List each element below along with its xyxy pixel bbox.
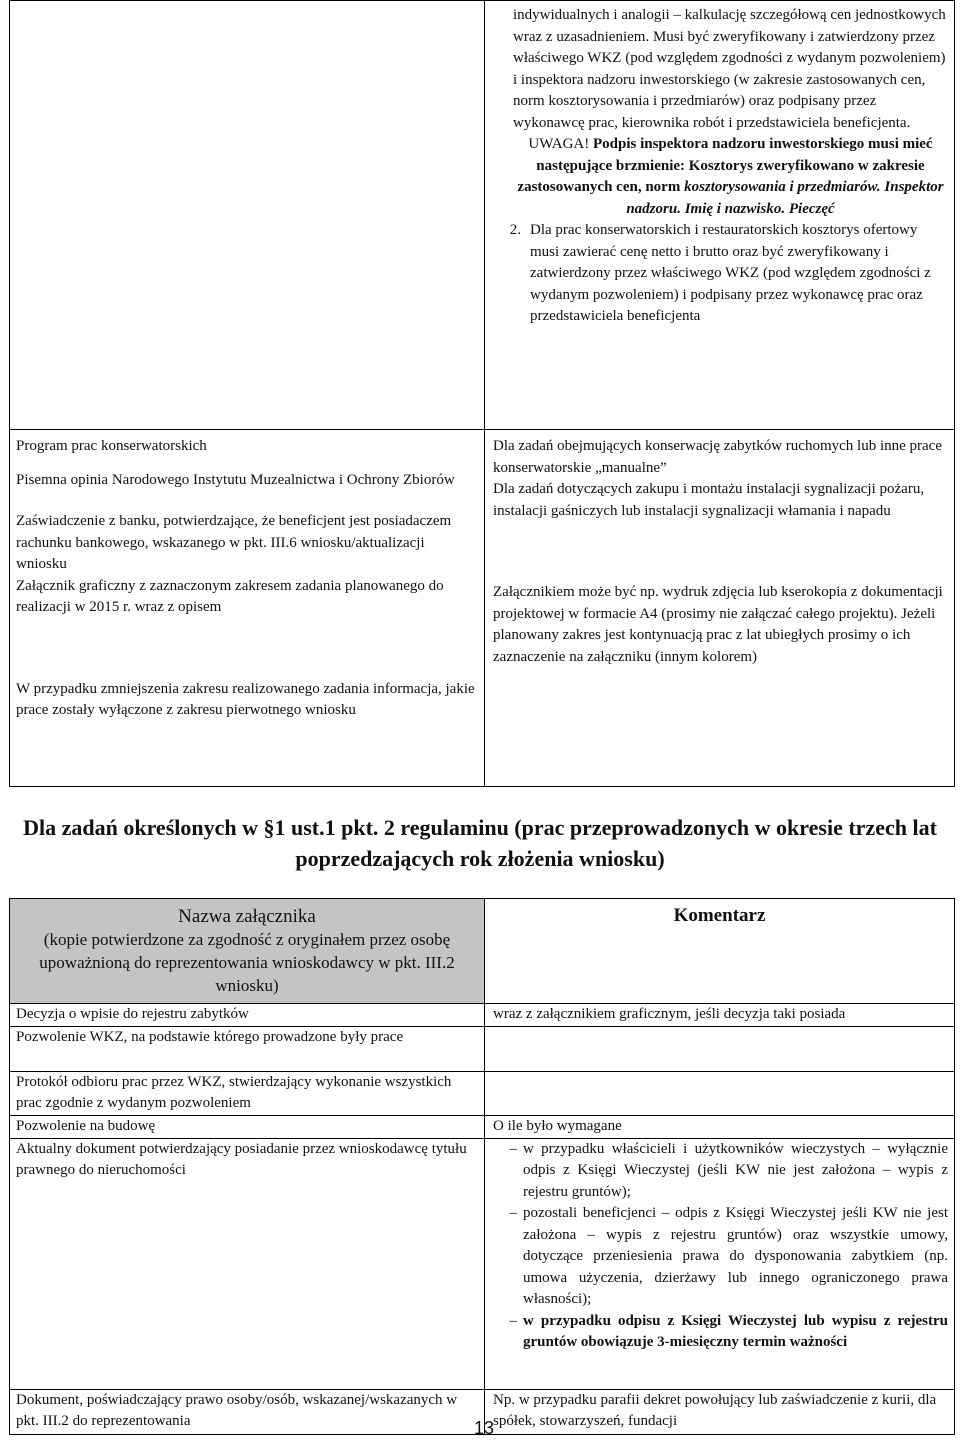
comment-dokument: Np. w przypadku parafii dekret powołujący lub zaświadczenie z kurii, dla spółek, stowarzyszeń, fundacji — [485, 1389, 955, 1434]
kosztorys-comment-cell — [485, 1, 955, 430]
uwaga-italic: kosztorysowania i przedmiarów. Inspektor nadzoru. Imię i nazwisko. Pieczęć — [626, 179, 944, 217]
list-item-2 — [493, 220, 948, 328]
header-subtitle: (kopie potwierdzone za zgodność z oryginałem przez osobę upoważnioną do reprezentowania wnioskodawcy w pkt. III.2 wniosku) — [39, 930, 455, 995]
row-zaswiadczenie: Zaświadczenie z banku, potwierdzające, że beneficjent jest posiadaczem rachunku bankowego, wskazanego w pkt. III.6 wniosku/aktualizacji wniosku — [16, 513, 452, 572]
comment-pozwolenie — [485, 1026, 955, 1071]
page-number: 13 — [473, 1418, 495, 1438]
list-text: Dla prac konserwatorskich i restauratorskich kosztorys ofertowy musi zawierać cenę netto i brutto oraz być zweryfikowany i zatwierdzony przez właściwego WKZ (pod względem zgodności z wydanym pozwoleniem) i podpisany przez wykonawcę prac oraz przedstawiciela beneficjenta — [530, 222, 931, 324]
uwaga-label: UWAGA! — [528, 136, 590, 152]
row-program: Program prac konserwatorskich — [16, 438, 207, 454]
header-title: Nazwa załącznika — [178, 906, 316, 927]
row-aktualny: Aktualny dokument potwierdzający posiadanie przez wnioskodawcę tytułu prawnego do nieruchomości — [10, 1138, 485, 1389]
row-pozwolenie: Pozwolenie WKZ, na podstawie którego prowadzone były prace — [10, 1026, 485, 1071]
attachments-table-upper — [9, 0, 955, 787]
comment-zalacznik: Załącznikiem może być np. wydruk zdjęcia lub kserokopia z dokumentacji projektowej w formacie A4 (prosimy nie załączać całego projektu). Jeżeli planowany zakres jest kontynuacją prac z lat ubiegłych prosimy o ich zaznaczenie na załączniku (innym kolorem) — [493, 584, 943, 665]
section-heading: Dla zadań określonych w §1 ust.1 pkt. 2 regulaminu (prac przeprowadzonych w okresie trzech lat poprzedzających rok złożenia wniosku) — [23, 815, 937, 871]
header-comment: Komentarz — [485, 899, 955, 1004]
attachments-table-lower — [9, 898, 955, 1435]
row-protokol: Protokół odbioru prac przez WKZ, stwierdzający wykonanie wszystkich prac zgodnie z wydanym pozwoleniem — [10, 1071, 485, 1115]
row-dokument: Dokument, poświadczający prawo osoby/osób, wskazanej/wskazanych w pkt. III.2 do reprezentowania — [10, 1389, 485, 1434]
comment-opinia: Dla zadań dotyczących zakupu i montażu instalacji sygnalizacji pożaru, instalacji gaśniczych lub instalacji sygnalizacji włamania i napadu — [493, 481, 925, 519]
row-decyzja: Decyzja o wpisie do rejestru zabytków — [10, 1004, 485, 1027]
uwaga-note — [493, 134, 948, 220]
list-item: – w przypadku właścicieli i użytkowników wieczystych – wyłącznie odpis z Księgi Wieczystej (jeśli KW nie jest założona – wypis z rejestru gruntów); — [509, 1140, 948, 1200]
header-name-cell — [10, 899, 485, 1004]
comment-protokol — [485, 1071, 955, 1115]
empty-cell — [10, 1, 485, 430]
attachments-left-cell — [10, 430, 485, 787]
comment-program: Dla zadań obejmujących konserwację zabytków ruchomych lub inne prace konserwatorskie „manualne” — [493, 438, 942, 476]
list-number: 2. — [509, 222, 522, 238]
row-budowa: Pozwolenie na budowę — [10, 1115, 485, 1138]
row-zalacznik: Załącznik graficzny z zaznaczonym zakresem zadania planowanego do realizacji w 2015 r. wraz z opisem — [16, 577, 444, 615]
list-item: – pozostali beneficjenci – odpis z Księgi Wieczystej jeśli KW nie jest założona – wypis z rejestru gruntów) oraz wszystkie umowy, dotyczące przeniesienia prawa do dysponowania zabytkiem (np. umowa użyczenia, dzierżawy lub innego ograniczonego prawa własności); — [509, 1205, 948, 1307]
comment-aktualny — [485, 1138, 955, 1389]
row-opinia: Pisemna opinia Narodowego Instytutu Muzealnictwa i Ochrony Zbiorów — [16, 471, 455, 488]
list-item: – w przypadku odpisu z Księgi Wieczystej lub wypisu z rejestru gruntów obowiązuje 3-miesięczny termin ważności — [509, 1312, 948, 1350]
attachments-right-cell — [485, 430, 955, 787]
kosztorys-paragraph: indywidualnych i analogii – kalkulację szczegółową cen jednostkowych wraz z uzasadnieniem. Musi być zweryfikowany i zatwierdzony przez właściwego WKZ (pod względem zgodności z wydanym pozwoleniem) i inspektora nadzoru inwestorskiego (w zakresie zastosowanych cen, norm kosztorysowania i przedmiarów) oraz podpisany przez wykonawcę prac, kierownika robót i przedstawiciela beneficjenta. — [513, 7, 946, 131]
ownership-list — [493, 1139, 948, 1354]
uwaga-text: Podpis inspektora nadzoru inwestorskiego musi mieć następujące brzmienie: Kosztorys zweryfikowano w zakresie zastosowanych cen, norm — [517, 136, 933, 195]
comment-budowa: O ile było wymagane — [485, 1115, 955, 1138]
comment-decyzja: wraz z załącznikiem graficznym, jeśli decyzja taki posiada — [485, 1004, 955, 1027]
row-zmniejszenie: W przypadku zmniejszenia zakresu realizowanego zadania informacja, jakie prace zostały wyłączone z zakresu pierwotnego wniosku — [16, 680, 475, 718]
